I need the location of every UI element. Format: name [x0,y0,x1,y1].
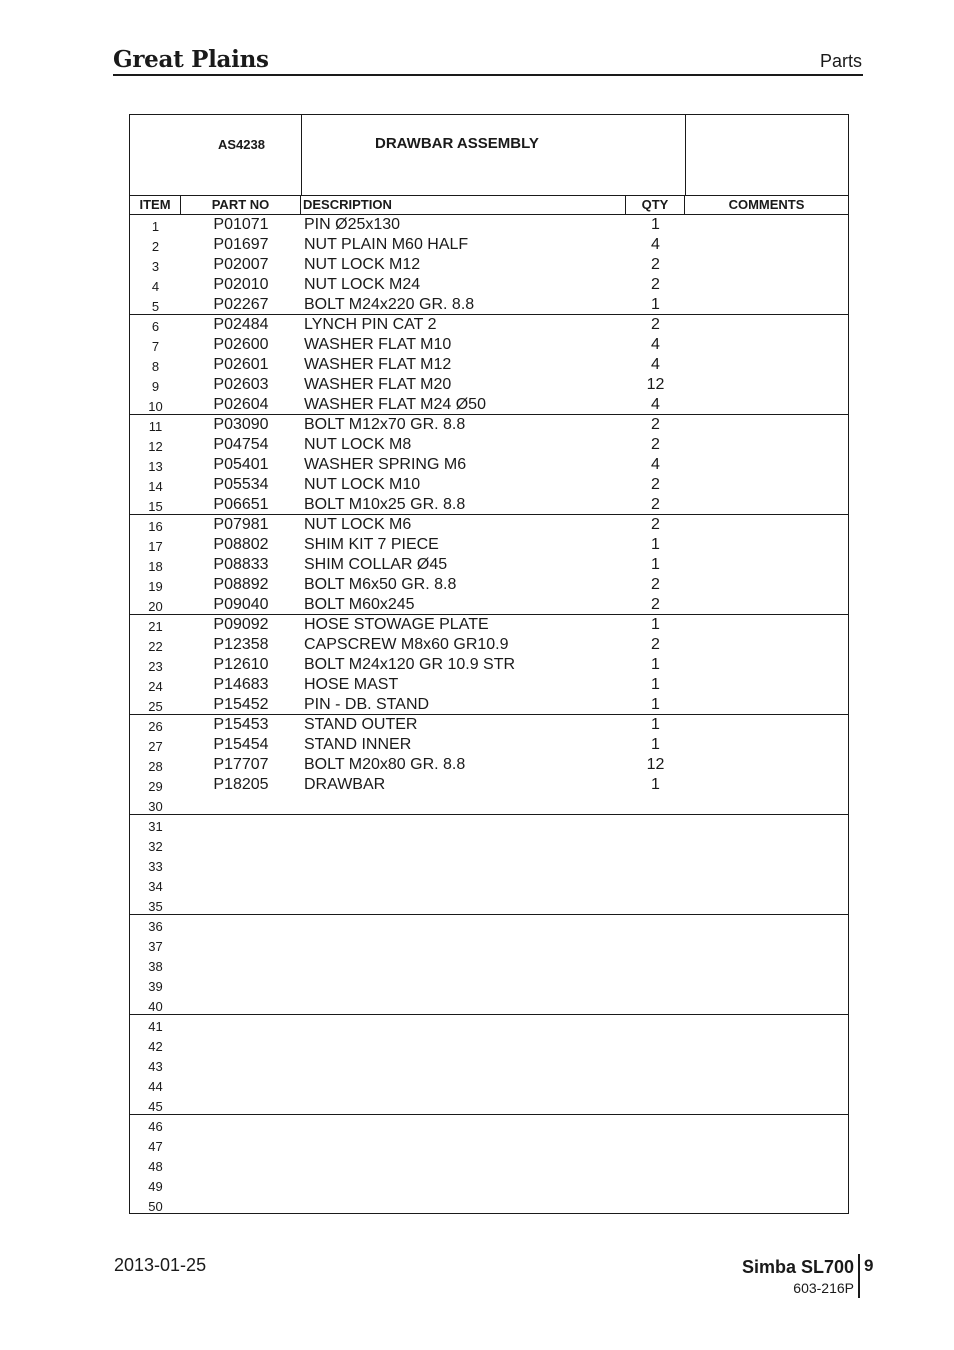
part-no-cell: P05401 [213,456,269,473]
part-no-cell: P18205 [213,776,269,793]
description-cell: WASHER SPRING M6 [304,456,467,473]
description-cell: NUT LOCK M6 [304,516,412,533]
table-row [130,1115,848,1135]
item-cell: 3 [151,259,160,274]
qty-cell: 12 [646,756,665,773]
table-row [130,975,848,995]
table-row [130,615,848,635]
item-cell: 16 [148,519,163,534]
qty-cell: 2 [651,476,660,493]
qty-cell: 2 [651,436,660,453]
part-no-cell: P15454 [213,736,269,753]
table-row [130,675,848,695]
item-cell: 10 [148,399,163,414]
table-row [130,215,848,235]
description-cell: WASHER FLAT M20 [304,376,452,393]
item-cell: 24 [148,679,163,694]
table-row [130,375,848,395]
description-cell: BOLT M60x245 [304,596,415,613]
table-row [130,335,848,355]
table-row [130,535,848,555]
part-no-cell: P05534 [213,476,269,493]
item-cell: 41 [148,1019,163,1034]
table-row [130,415,848,435]
item-cell: 39 [148,979,163,994]
part-no-cell: P04754 [213,436,269,453]
description-cell: STAND INNER [304,736,412,753]
description-cell: CAPSCREW M8x60 GR10.9 [304,636,509,653]
item-cell: 48 [148,1159,163,1174]
table-row [130,995,848,1015]
table-row [130,555,848,575]
part-no-cell: P02600 [213,336,269,353]
column-header-description: DESCRIPTION [301,195,626,215]
footer-date: 2013-01-25 [114,1255,207,1275]
part-no-cell: P02604 [213,396,269,413]
table-row [130,1015,848,1035]
part-no-cell: P02484 [213,316,269,333]
part-no-cell: P12610 [213,656,269,673]
part-no-cell: P02007 [213,256,269,273]
description-cell: NUT LOCK M12 [304,256,421,273]
qty-cell: 1 [651,296,660,313]
qty-cell: 4 [651,456,660,473]
part-no-cell: P02601 [213,356,269,373]
item-cell: 47 [148,1139,163,1154]
table-row [130,1195,848,1215]
qty-cell: 1 [651,776,660,793]
qty-cell: 12 [646,376,665,393]
title-divider-right [685,115,686,195]
table-row [130,655,848,675]
table-row [130,1075,848,1095]
qty-cell: 4 [651,356,660,373]
qty-cell: 1 [651,716,660,733]
item-cell: 21 [148,619,163,634]
description-cell: SHIM COLLAR Ø45 [304,556,448,573]
item-cell: 32 [148,839,163,854]
part-no-cell: P15452 [213,696,269,713]
part-no-cell: P17707 [213,756,269,773]
document-code: 603-216P [793,1280,854,1296]
item-cell: 50 [148,1199,163,1214]
item-cell: 45 [148,1099,163,1114]
item-cell: 7 [151,339,160,354]
part-no-cell: P03090 [213,416,269,433]
table-row [130,515,848,535]
part-no-cell: P02603 [213,376,269,393]
description-cell: BOLT M6x50 GR. 8.8 [304,576,457,593]
description-cell: HOSE MAST [304,676,399,693]
table-row [130,635,848,655]
item-cell: 6 [151,319,160,334]
item-cell: 5 [151,299,160,314]
item-cell: 20 [148,599,163,614]
table-row [130,575,848,595]
item-cell: 29 [148,779,163,794]
part-no-cell: P07981 [213,516,269,533]
part-no-cell: P01071 [213,216,269,233]
title-divider-left [301,115,302,195]
table-row [130,455,848,475]
description-cell: BOLT M24x120 GR 10.9 STR [304,656,516,673]
item-cell: 18 [148,559,163,574]
table-row [130,495,848,515]
assembly-number: AS4238 [218,137,265,152]
table-row [130,715,848,735]
qty-cell: 1 [651,536,660,553]
table-row [130,915,848,935]
table-row [130,895,848,915]
table-row [130,755,848,775]
item-cell: 33 [148,859,163,874]
item-cell: 17 [148,539,163,554]
table-row [130,1135,848,1155]
part-no-cell: P15453 [213,716,269,733]
item-cell: 43 [148,1059,163,1074]
item-cell: 42 [148,1039,163,1054]
qty-cell: 1 [651,676,660,693]
description-cell: NUT LOCK M8 [304,436,412,453]
description-cell: BOLT M24x220 GR. 8.8 [304,296,475,313]
table-row [130,835,848,855]
item-cell: 27 [148,739,163,754]
column-header-part-no: PART NO [181,195,301,215]
qty-cell: 1 [651,736,660,753]
item-cell: 23 [148,659,163,674]
part-no-cell: P08802 [213,536,269,553]
description-cell: DRAWBAR [304,776,386,793]
qty-cell: 2 [651,276,660,293]
parts-rows [130,215,848,1215]
table-row [130,735,848,755]
description-cell: LYNCH PIN CAT 2 [304,316,437,333]
header-rule [113,74,863,76]
description-cell: HOSE STOWAGE PLATE [304,616,489,633]
qty-cell: 1 [651,696,660,713]
table-row [130,235,848,255]
qty-cell: 4 [651,336,660,353]
qty-cell: 2 [651,636,660,653]
table-row [130,1175,848,1195]
table-row [130,255,848,275]
qty-cell: 2 [651,596,660,613]
description-cell: BOLT M20x80 GR. 8.8 [304,756,466,773]
description-cell: NUT LOCK M10 [304,476,421,493]
table-row [130,795,848,815]
table-row [130,695,848,715]
table-row [130,1095,848,1115]
qty-cell: 2 [651,256,660,273]
item-cell: 44 [148,1079,163,1094]
item-cell: 37 [148,939,163,954]
qty-cell: 1 [651,656,660,673]
table-row [130,315,848,335]
item-cell: 19 [148,579,163,594]
table-row [130,275,848,295]
table-row [130,475,848,495]
qty-cell: 1 [651,556,660,573]
footer-divider [858,1254,860,1298]
item-cell: 9 [151,379,160,394]
qty-cell: 2 [651,316,660,333]
qty-cell: 1 [651,216,660,233]
part-no-cell: P08892 [213,576,269,593]
part-no-cell: P14683 [213,676,269,693]
item-cell: 25 [148,699,163,714]
description-cell: WASHER FLAT M12 [304,356,452,373]
table-row [130,355,848,375]
item-cell: 1 [151,219,160,234]
item-cell: 26 [148,719,163,734]
part-no-cell: P08833 [213,556,269,573]
table-row [130,1035,848,1055]
table-row [130,1155,848,1175]
table-row [130,955,848,975]
description-cell: STAND OUTER [304,716,418,733]
description-cell: WASHER FLAT M10 [304,336,452,353]
item-cell: 36 [148,919,163,934]
part-no-cell: P02267 [213,296,269,313]
table-row [130,775,848,795]
item-cell: 34 [148,879,163,894]
item-cell: 15 [148,499,163,514]
description-cell: BOLT M12x70 GR. 8.8 [304,416,466,433]
item-cell: 46 [148,1119,163,1134]
table-row [130,875,848,895]
table-row [130,435,848,455]
item-cell: 31 [148,819,163,834]
part-no-cell: P02010 [213,276,269,293]
part-no-cell: P12358 [213,636,269,653]
page-number: 9 [864,1256,874,1275]
qty-cell: 2 [651,416,660,433]
table-row [130,1055,848,1075]
part-no-cell: P06651 [213,496,269,513]
table-row [130,815,848,835]
part-no-cell: P01697 [213,236,269,253]
item-cell: 49 [148,1179,163,1194]
item-cell: 8 [151,359,160,374]
qty-cell: 2 [651,576,660,593]
description-cell: PIN - DB. STAND [304,696,430,713]
item-cell: 14 [148,479,163,494]
item-cell: 40 [148,999,163,1014]
qty-cell: 2 [651,516,660,533]
item-cell: 22 [148,639,163,654]
table-row [130,595,848,615]
description-cell: SHIM KIT 7 PIECE [304,536,439,553]
section-label: Parts [819,51,862,71]
qty-cell: 4 [651,236,660,253]
qty-cell: 1 [651,616,660,633]
item-cell: 28 [148,759,163,774]
item-cell: 11 [148,419,163,434]
part-no-cell: P09040 [213,596,269,613]
qty-cell: 2 [651,496,660,513]
assembly-title: DRAWBAR ASSEMBLY [375,135,539,152]
description-cell: BOLT M10x25 GR. 8.8 [304,496,466,513]
table-row [130,855,848,875]
table-row [130,395,848,415]
column-header-item: ITEM [130,195,181,215]
parts-table [129,114,849,1214]
description-cell: PIN Ø25x130 [304,216,401,233]
item-cell: 30 [148,799,163,814]
description-cell: NUT PLAIN M60 HALF [304,236,469,253]
table-row [130,295,848,315]
item-cell: 38 [148,959,163,974]
footer-model: Simba SL700 [741,1257,854,1277]
qty-cell: 4 [651,396,660,413]
column-header-qty: QTY [626,195,685,215]
part-no-cell: P09092 [213,616,269,633]
item-cell: 35 [148,899,163,914]
item-cell: 12 [148,439,163,454]
description-cell: WASHER FLAT M24 Ø50 [304,396,486,413]
item-cell: 13 [148,459,163,474]
brand-logo-text: Great Plains [113,46,269,73]
description-cell: NUT LOCK M24 [304,276,421,293]
item-cell: 4 [151,279,160,294]
item-cell: 2 [151,239,160,254]
column-header-comments: COMMENTS [728,197,805,212]
table-row [130,935,848,955]
